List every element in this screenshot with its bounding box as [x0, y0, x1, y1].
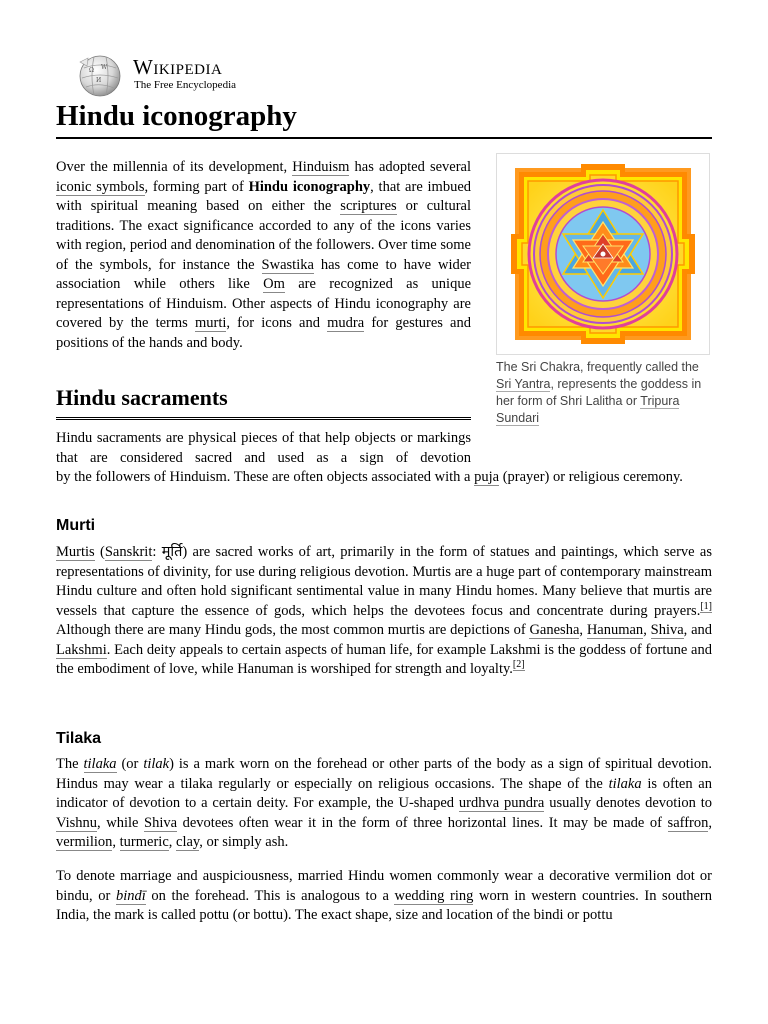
italic-term: tilaka [608, 775, 642, 792]
bold-term: Hindu iconography [248, 178, 371, 195]
link-clay[interactable]: clay [176, 834, 200, 850]
link-shiva-tilaka[interactable]: Shiva [144, 814, 178, 831]
link-swastika[interactable]: Swastika [261, 256, 314, 273]
svg-text:И: И [96, 77, 102, 84]
link-hanuman[interactable]: Hanuman [586, 622, 644, 638]
link-bindi[interactable]: bindī [115, 887, 146, 904]
link-scriptures[interactable]: scriptures [340, 198, 397, 214]
infobox [496, 153, 710, 427]
link-tilaka[interactable]: tilaka [83, 756, 117, 772]
section-heading-tilaka: Tilaka [56, 730, 102, 747]
svg-text:W: W [101, 64, 108, 71]
link-puja[interactable]: puja [474, 469, 500, 485]
sri-chakra-image[interactable] [496, 153, 710, 355]
page-title: Hindu iconography [56, 96, 712, 139]
caption-text: The Sri Chakra, frequently called the [496, 360, 699, 374]
svg-text:Ω: Ω [89, 67, 94, 74]
link-shiva[interactable]: Shiva [650, 622, 684, 638]
tilaka-paragraph-1: The tilaka (or tilak) is a mark worn on the forehead or other parts of the body as a sign of spiritual devotion. Hindus may wear a tilaka regularly or especially on religious occasions. The shape of the tilaka is often an indicator of devotion to a certain deity. For example, the U-shaped urdhva pundra usually denotes devotion to Vishnu, while Shiva devotees often wear it in the form of three horizontal lines. It may be made of saffron, vermilion, turmeric, clay, or simply ash. [56, 756, 713, 850]
sacraments-paragraph [56, 429, 712, 488]
puzzle-globe-icon [74, 52, 124, 98]
section-heading-hindu-sacraments: Hindu sacraments [56, 384, 471, 420]
link-vishnu[interactable]: Vishnu [56, 814, 98, 831]
sacraments-text-line1: Hindu sacraments are physical pieces of that help objects or markings that are considered sacred and used as a sign of devotion [56, 430, 471, 466]
link-murtis[interactable]: Murtis [56, 544, 95, 560]
intro-paragraph: Over the millennia of its development, Hinduism has adopted several iconic symbols, forming part of Hindu iconography, that are imbued with spiritual meaning based on either the scriptures or cultural traditions. The exact significance accorded to any of the icons varies with region, period and denomination of the followers. Over time some of the symbols, for instance the Swastika has come to have wider association while others like Om are recognized as unique representations of Hinduism. Other aspects of Hindu iconography are covered by the terms murti, for icons and mudra for gestures and positions of the hands and body. [56, 159, 472, 351]
link-murti[interactable]: murti [194, 315, 227, 331]
link-iconic-symbols[interactable]: iconic symbols [56, 178, 145, 195]
link-wedding-ring[interactable]: wedding ring [394, 887, 474, 904]
section-heading-murti: Murti [56, 517, 96, 534]
wordmark: Wikipedia [133, 55, 223, 79]
link-saffron[interactable]: saffron [667, 814, 709, 831]
italic-term: tilak [143, 756, 170, 772]
tagline: The Free Encyclopedia [134, 79, 237, 91]
link-om[interactable]: Om [263, 276, 285, 292]
link-urdhva-pundra[interactable]: urdhva pundra [458, 795, 545, 811]
link-hinduism[interactable]: Hinduism [292, 159, 350, 175]
tilaka-paragraph-2: To denote marriage and auspiciousness, married Hindu women commonly wear a decorative vermilion dot or bindu, or bindī on the forehead. This is analogous to a wedding ring worn in western countries. In southern India, the mark is called pottu (or bottu). The exact shape, size and location of the bindi or pottu [56, 868, 712, 923]
sacraments-text-line2: by the followers of Hinduism. These are often objects associated with a puja (prayer) or religious ceremony. [56, 469, 683, 485]
link-mudra[interactable]: mudra [327, 315, 365, 331]
link-ganesha[interactable]: Ganesha [529, 622, 580, 638]
link-sanskrit[interactable]: Sanskrit [104, 544, 153, 560]
link-turmeric[interactable]: turmeric [119, 834, 169, 850]
link-vermilion[interactable]: vermilion [56, 834, 113, 850]
link-sri-yantra[interactable]: Sri Yantra [496, 377, 551, 391]
image-caption [496, 359, 710, 427]
caption-text: , represents the goddess in her form of Shri Lalitha or [496, 377, 702, 408]
murti-paragraph: Murtis (Sanskrit: मूर्ति) are sacred works of art, primarily in the form of statues and paintings, which serve as representations of divinity, for use during religious devotion. Murtis are a huge part of contemporary mainstream Hindu culture and often hold significant sentimental value in many Hindu homes. Many believe that murtis are vessels that capture the essence of gods, which helps the devotees focus and concentrate during prayers.[1] Although there are many Hindu gods, the most common murtis are depictions of Ganesha, Hanuman, Shiva, and Lakshmi. Each deity appeals to certain aspects of human life, for example Lakshmi is the goddess of fortune and the embodiment of love, while Hanuman is worshiped for strength and loyalty.[2] [56, 544, 713, 677]
link-tripura-sundari[interactable]: Tripura Sundari [496, 394, 680, 425]
citation-1[interactable]: [1] [700, 600, 712, 612]
citation-2[interactable]: [2] [512, 659, 525, 671]
link-lakshmi[interactable]: Lakshmi [56, 641, 107, 658]
wikipedia-logo[interactable] [74, 52, 274, 98]
sri-yantra-figure [497, 154, 709, 354]
